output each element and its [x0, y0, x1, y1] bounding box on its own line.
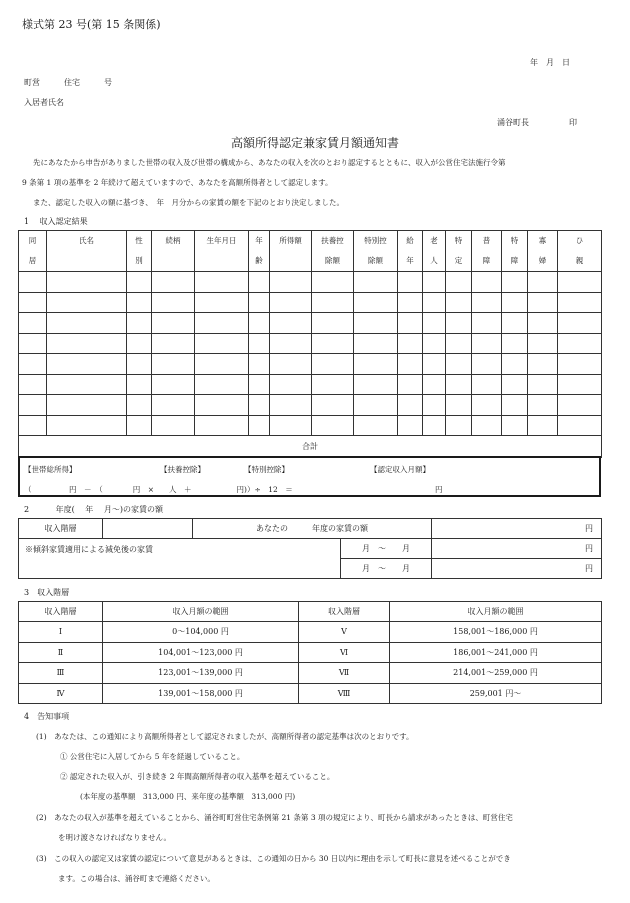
income-header-top: 老	[430, 236, 438, 245]
income-row	[19, 354, 602, 375]
mayor-line: 涌谷町長 印	[497, 118, 577, 127]
income-cell[interactable]	[19, 354, 47, 375]
income-row	[19, 333, 602, 354]
income-cell[interactable]	[47, 415, 127, 436]
income-cell[interactable]	[19, 272, 47, 293]
rent-table	[18, 518, 602, 579]
income-cell[interactable]	[423, 272, 446, 293]
income-cell[interactable]	[502, 395, 528, 416]
income-cell[interactable]	[127, 395, 152, 416]
income-row	[19, 374, 602, 395]
formula-yen: 円	[435, 485, 443, 494]
intro-line-1: 先にあなたから申告がありました世帯の収入及び世帯の構成から、あなたの収入を次のとおり認定するとともに、収入が公営住宅法施行令第	[33, 158, 506, 167]
reduced-rent-yen-2: 円	[432, 559, 602, 579]
rent-row-reduced-1	[19, 539, 602, 559]
income-header-cell	[528, 231, 558, 272]
income-cell[interactable]	[127, 415, 152, 436]
income-cell[interactable]	[558, 272, 602, 293]
income-header-bottom: 居	[28, 256, 37, 265]
income-cell[interactable]	[312, 395, 354, 416]
income-cell[interactable]	[472, 415, 502, 436]
formula-label-monthly-income: 【認定収入月額】	[370, 465, 430, 474]
section4-heading: 4 告知事項	[24, 712, 70, 721]
income-cell[interactable]	[354, 354, 398, 375]
income-table	[18, 230, 602, 458]
income-cell[interactable]	[312, 272, 354, 293]
month-range-1: 月 ～ 月	[341, 539, 432, 559]
income-class-cell: Ⅶ	[299, 663, 390, 684]
income-cell[interactable]	[558, 395, 602, 416]
income-cell[interactable]	[195, 354, 249, 375]
address-line: 町営 住宅 号	[24, 78, 112, 87]
income-header-bottom: 別	[135, 256, 143, 265]
income-cell[interactable]	[249, 415, 270, 436]
intro-line-2: 9 条第 1 項の基準を 2 年続けて超えていますので、あなたを高額所得者として認定します。	[22, 178, 333, 187]
income-cell[interactable]	[354, 313, 398, 334]
income-cell[interactable]	[446, 395, 472, 416]
class-header-1: 収入階層	[19, 602, 103, 622]
total-label: 合計	[302, 442, 318, 451]
income-header-top: 特	[454, 236, 463, 245]
income-cell[interactable]	[152, 374, 195, 395]
income-cell[interactable]	[502, 354, 528, 375]
income-cell[interactable]	[249, 292, 270, 313]
income-header-cell	[354, 231, 398, 272]
income-cell[interactable]	[152, 415, 195, 436]
month-range-2: 月 ～ 月	[341, 559, 432, 579]
income-cell[interactable]	[398, 333, 423, 354]
income-cell[interactable]	[47, 313, 127, 334]
income-cell[interactable]	[354, 415, 398, 436]
income-range-cell: 214,001～259,000 円	[390, 663, 602, 684]
class-table-header	[19, 602, 602, 622]
income-cell[interactable]	[127, 333, 152, 354]
income-header-bottom: 障	[510, 256, 519, 265]
income-class-cell: Ⅳ	[19, 683, 103, 704]
income-cell[interactable]	[558, 354, 602, 375]
income-cell[interactable]	[270, 333, 312, 354]
income-class-cell: Ⅰ	[19, 622, 103, 643]
income-cell[interactable]	[270, 374, 312, 395]
income-range-cell: 0～104,000 円	[103, 622, 299, 643]
income-cell[interactable]	[423, 292, 446, 313]
income-header-bottom: 定	[454, 256, 463, 265]
income-cell[interactable]	[152, 272, 195, 293]
income-cell[interactable]	[195, 415, 249, 436]
income-cell[interactable]	[270, 415, 312, 436]
income-cell[interactable]	[152, 354, 195, 375]
income-row	[19, 313, 602, 334]
income-class-cell: Ⅵ	[299, 642, 390, 663]
income-cell[interactable]	[47, 354, 127, 375]
income-header-top: 続柄	[165, 236, 181, 245]
income-cell[interactable]	[127, 313, 152, 334]
reduced-rent-yen-1: 円	[432, 539, 602, 559]
income-cell[interactable]	[354, 272, 398, 293]
income-cell[interactable]	[472, 292, 502, 313]
income-cell[interactable]	[47, 395, 127, 416]
income-table-header	[19, 231, 602, 272]
income-header-top: 寡	[538, 236, 547, 245]
income-cell[interactable]	[558, 292, 602, 313]
income-cell[interactable]	[249, 374, 270, 395]
formula-label-special-deduction: 【特別控除】	[244, 465, 289, 474]
class-row	[19, 663, 602, 684]
income-header-bottom: 齢	[255, 256, 263, 265]
income-header-top: 同	[28, 236, 37, 245]
income-cell[interactable]	[47, 292, 127, 313]
income-header-top: 給	[406, 236, 414, 245]
income-cell[interactable]	[472, 395, 502, 416]
income-cell[interactable]	[528, 395, 558, 416]
income-cell[interactable]	[195, 272, 249, 293]
income-header-cell	[249, 231, 270, 272]
notice-1a: ① 公営住宅に入居してから 5 年を経過していること。	[60, 752, 245, 761]
income-class-cell: Ⅷ	[299, 683, 390, 704]
income-cell[interactable]	[528, 354, 558, 375]
income-cell[interactable]	[558, 415, 602, 436]
income-header-cell	[127, 231, 152, 272]
income-row	[19, 395, 602, 416]
income-header-top: 特	[510, 236, 519, 245]
income-header-cell	[152, 231, 195, 272]
income-cell[interactable]	[19, 415, 47, 436]
income-class-cell: Ⅴ	[299, 622, 390, 643]
income-cell[interactable]	[398, 354, 423, 375]
income-header-bottom: 婦	[538, 256, 547, 265]
income-cell[interactable]	[127, 292, 152, 313]
income-cell[interactable]	[472, 354, 502, 375]
income-cell[interactable]	[354, 395, 398, 416]
income-cell[interactable]	[528, 292, 558, 313]
income-cell[interactable]	[249, 395, 270, 416]
income-cell[interactable]	[472, 272, 502, 293]
income-cell[interactable]	[423, 395, 446, 416]
income-cell[interactable]	[354, 374, 398, 395]
income-cell[interactable]	[528, 415, 558, 436]
income-cell[interactable]	[312, 415, 354, 436]
income-cell[interactable]	[195, 374, 249, 395]
income-header-top: 扶養控	[321, 236, 344, 245]
income-cell[interactable]	[423, 374, 446, 395]
income-cell[interactable]	[423, 333, 446, 354]
income-cell[interactable]	[249, 333, 270, 354]
income-cell[interactable]	[502, 272, 528, 293]
income-cell[interactable]	[398, 415, 423, 436]
income-header-bottom: 除額	[325, 256, 340, 265]
income-cell[interactable]	[195, 333, 249, 354]
range-header-1: 収入月額の範囲	[103, 602, 299, 622]
income-cell[interactable]	[528, 313, 558, 334]
section3-heading: 3 収入階層	[24, 588, 70, 597]
income-header-cell	[423, 231, 446, 272]
income-cell[interactable]	[502, 313, 528, 334]
income-cell[interactable]	[446, 354, 472, 375]
income-cell[interactable]	[558, 333, 602, 354]
range-header-2: 収入月額の範囲	[390, 602, 602, 622]
income-cell[interactable]	[398, 292, 423, 313]
notice-1b: ② 認定された収入が、引き続き 2 年間高額所得者の収入基準を超えていること。	[60, 772, 335, 781]
income-header-cell	[195, 231, 249, 272]
income-header-bottom: 障	[482, 256, 491, 265]
class-row	[19, 642, 602, 663]
income-cell[interactable]	[398, 313, 423, 334]
income-header-top: 所得額	[279, 236, 302, 245]
income-cell[interactable]	[249, 354, 270, 375]
income-cell[interactable]	[47, 374, 127, 395]
income-cell[interactable]	[446, 313, 472, 334]
income-class-table	[18, 601, 602, 704]
tenant-name-line: 入居者氏名	[24, 98, 64, 107]
income-cell[interactable]	[398, 374, 423, 395]
income-cell[interactable]	[472, 313, 502, 334]
income-range-cell: 259,001 円～	[390, 683, 602, 704]
income-cell[interactable]	[19, 333, 47, 354]
income-header-cell	[558, 231, 602, 272]
income-cell[interactable]	[19, 313, 47, 334]
your-rent-yen: 円	[432, 519, 602, 539]
income-cell[interactable]	[446, 272, 472, 293]
notice-3a: (3) この収入の認定又は家賃の認定について意見があるときは、この通知の日から 30 日以内に理由を示して町長に意見を述べることができ	[36, 854, 511, 863]
class-header-2: 収入階層	[299, 602, 390, 622]
income-cell[interactable]	[19, 292, 47, 313]
income-header-cell	[502, 231, 528, 272]
income-cell[interactable]	[152, 292, 195, 313]
income-cell[interactable]	[528, 374, 558, 395]
total-cell	[19, 436, 602, 458]
income-cell[interactable]	[528, 272, 558, 293]
income-cell[interactable]	[47, 272, 127, 293]
income-cell[interactable]	[423, 415, 446, 436]
income-class-label: 収入階層	[19, 519, 103, 539]
income-cell[interactable]	[127, 272, 152, 293]
income-cell[interactable]	[446, 333, 472, 354]
income-cell[interactable]	[446, 415, 472, 436]
income-header-top: 普	[482, 236, 491, 245]
notice-3b: ます。この場合は、涌谷町まで連絡ください。	[58, 874, 215, 883]
income-cell[interactable]	[127, 354, 152, 375]
rent-row-main	[19, 519, 602, 539]
income-cell[interactable]	[558, 313, 602, 334]
income-header-cell	[19, 231, 47, 272]
income-header-cell	[398, 231, 423, 272]
income-range-cell: 186,001～241,000 円	[390, 642, 602, 663]
income-header-bottom: 年	[406, 256, 414, 265]
your-rent-label: あなたの 年度の家賃の額	[193, 519, 432, 539]
income-header-top: 性	[135, 236, 143, 245]
income-header-bottom: 親	[575, 256, 584, 265]
income-cell[interactable]	[19, 395, 47, 416]
income-cell[interactable]	[270, 354, 312, 375]
income-cell[interactable]	[270, 313, 312, 334]
income-row	[19, 415, 602, 436]
income-cell[interactable]	[502, 333, 528, 354]
income-cell[interactable]	[152, 333, 195, 354]
reduced-rent-label: ※傾斜家賃適用による減免後の家賃	[19, 539, 341, 579]
formula-label-dependent-deduction: 【扶養控除】	[160, 465, 205, 474]
income-header-top: 特別控	[364, 236, 387, 245]
income-cell[interactable]	[270, 292, 312, 313]
income-cell[interactable]	[558, 374, 602, 395]
income-cell[interactable]	[502, 374, 528, 395]
income-header-bottom: 除額	[368, 256, 383, 265]
class-row	[19, 683, 602, 704]
income-cell[interactable]	[472, 374, 502, 395]
income-header-cell	[47, 231, 127, 272]
income-header-cell	[446, 231, 472, 272]
income-header-cell	[472, 231, 502, 272]
class-row	[19, 622, 602, 643]
section1-heading: 1 収入認定結果	[24, 217, 88, 226]
income-class-cell: Ⅱ	[19, 642, 103, 663]
total-row	[19, 436, 602, 458]
income-cell[interactable]	[312, 333, 354, 354]
notice-1: (1) あなたは、この通知により高額所得者として認定されましたが、高額所得者の認定基準は次のとおりです。	[36, 732, 414, 741]
income-cell[interactable]	[423, 354, 446, 375]
income-cell[interactable]	[312, 354, 354, 375]
notice-2a: (2) あなたの収入が基準を超えていることから、涌谷町町営住宅条例第 21 条第 3 項の規定により、町長から請求があったときは、町営住宅	[36, 813, 513, 822]
income-cell[interactable]	[354, 292, 398, 313]
income-cell[interactable]	[398, 272, 423, 293]
income-cell[interactable]	[446, 374, 472, 395]
intro-line-3: また、認定した収入の額に基づき、 年 月分からの家賃の額を下記のとおり決定しました。	[33, 198, 344, 207]
income-cell[interactable]	[195, 292, 249, 313]
income-row	[19, 272, 602, 293]
income-cell[interactable]	[354, 333, 398, 354]
formula-label-total-income: 【世帯総所得】	[24, 465, 77, 474]
section2-heading: 2 年度( 年 月～)の家賃の額	[24, 505, 163, 514]
income-header-top: 氏名	[79, 236, 94, 245]
income-formula-box	[18, 456, 601, 497]
income-cell[interactable]	[152, 395, 195, 416]
income-cell[interactable]	[19, 374, 47, 395]
income-cell[interactable]	[195, 395, 249, 416]
income-cell[interactable]	[312, 374, 354, 395]
notice-2b: を明け渡さなければなりません。	[58, 833, 171, 842]
income-cell[interactable]	[249, 313, 270, 334]
notice-1c: (本年度の基準額 313,000 円、来年度の基準額 313,000 円)	[80, 792, 296, 801]
income-cell[interactable]	[312, 313, 354, 334]
income-cell[interactable]	[502, 292, 528, 313]
income-range-cell: 139,001～158,000 円	[103, 683, 299, 704]
income-cell[interactable]	[502, 415, 528, 436]
income-header-cell	[270, 231, 312, 272]
income-header-bottom: 人	[430, 256, 438, 265]
income-cell[interactable]	[152, 313, 195, 334]
income-header-top: 生年月日	[206, 236, 237, 245]
income-range-cell: 158,001～186,000 円	[390, 622, 602, 643]
income-cell[interactable]	[127, 374, 152, 395]
income-cell[interactable]	[312, 292, 354, 313]
income-cell[interactable]	[446, 292, 472, 313]
income-range-cell: 104,001～123,000 円	[103, 642, 299, 663]
income-cell[interactable]	[472, 333, 502, 354]
income-range-cell: 123,001～139,000 円	[103, 663, 299, 684]
income-header-top: 年	[255, 236, 263, 245]
income-row	[19, 292, 602, 313]
income-cell[interactable]	[270, 272, 312, 293]
income-cell[interactable]	[423, 313, 446, 334]
form-number: 様式第 23 号(第 15 条関係)	[22, 18, 161, 31]
income-cell[interactable]	[528, 333, 558, 354]
formula-expression: （ 円 － （ 円 × 人 ＋ 円)）÷ 12 ＝	[24, 485, 293, 494]
income-class-cell: Ⅲ	[19, 663, 103, 684]
income-class-value	[103, 519, 193, 539]
income-cell[interactable]	[47, 333, 127, 354]
document-title: 高額所得認定兼家賃月額通知書	[230, 136, 399, 150]
income-cell[interactable]	[270, 395, 312, 416]
income-cell[interactable]	[398, 395, 423, 416]
income-cell[interactable]	[249, 272, 270, 293]
income-header-cell	[312, 231, 354, 272]
date-line: 年 月 日	[530, 58, 570, 67]
income-cell[interactable]	[195, 313, 249, 334]
income-header-top: ひ	[575, 236, 584, 245]
